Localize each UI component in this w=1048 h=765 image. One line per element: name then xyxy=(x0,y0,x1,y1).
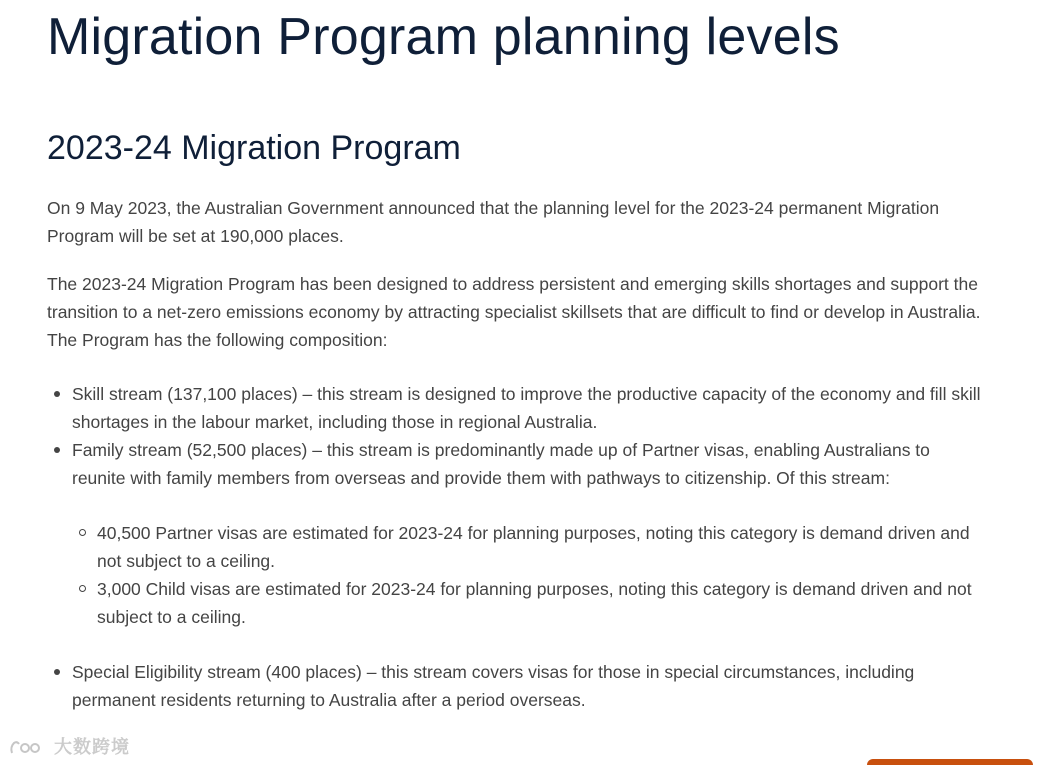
list-item-family-stream xyxy=(72,436,987,631)
stream-list xyxy=(47,380,987,714)
watermark-logo-icon xyxy=(8,739,48,757)
page-title: Migration Program planning levels xyxy=(47,8,840,66)
watermark-text: 大数跨境 xyxy=(54,737,131,757)
intro-paragraph: On 9 May 2023, the Australian Government announced that the planning level for the 2023-24 permanent Migration Program will be set at 190,000 places. xyxy=(47,198,940,246)
list-item-skill-stream: Skill stream (137,100 places) – this stream is designed to improve the productive capacity of the economy and fill skill shortages in the labour market, including those in regional Australia. xyxy=(72,380,987,436)
floating-action-button[interactable] xyxy=(867,759,1033,765)
list-item-special-eligibility-stream: Special Eligibility stream (400 places) – this stream covers visas for those in special circumstances, including permanent residents returning to Australia after a period overseas. xyxy=(72,658,987,714)
sub-item-child-visas: 3,000 Child visas are estimated for 2023-24 for planning purposes, noting this category is demand driven and not subject to a ceiling. xyxy=(97,575,987,631)
sub-item-partner-visas: 40,500 Partner visas are estimated for 2023-24 for planning purposes, noting this category is demand driven and not subject to a ceiling. xyxy=(97,519,987,575)
family-stream-text: Family stream (52,500 places) – this stream is predominantly made up of Partner visas, enabling Australians to reunite with family members from overseas and provide them with pathways to citizenship. Of this stream: xyxy=(72,440,930,488)
section-title: 2023-24 Migration Program xyxy=(47,129,461,167)
composition-paragraph: The 2023-24 Migration Program has been designed to address persistent and emerging skills shortages and support the transition to a net-zero emissions economy by attracting specialist skillsets that are difficult to find or develop in Australia. The Program has the following composition: xyxy=(47,274,981,350)
family-sub-list xyxy=(72,519,987,631)
watermark xyxy=(8,733,130,759)
